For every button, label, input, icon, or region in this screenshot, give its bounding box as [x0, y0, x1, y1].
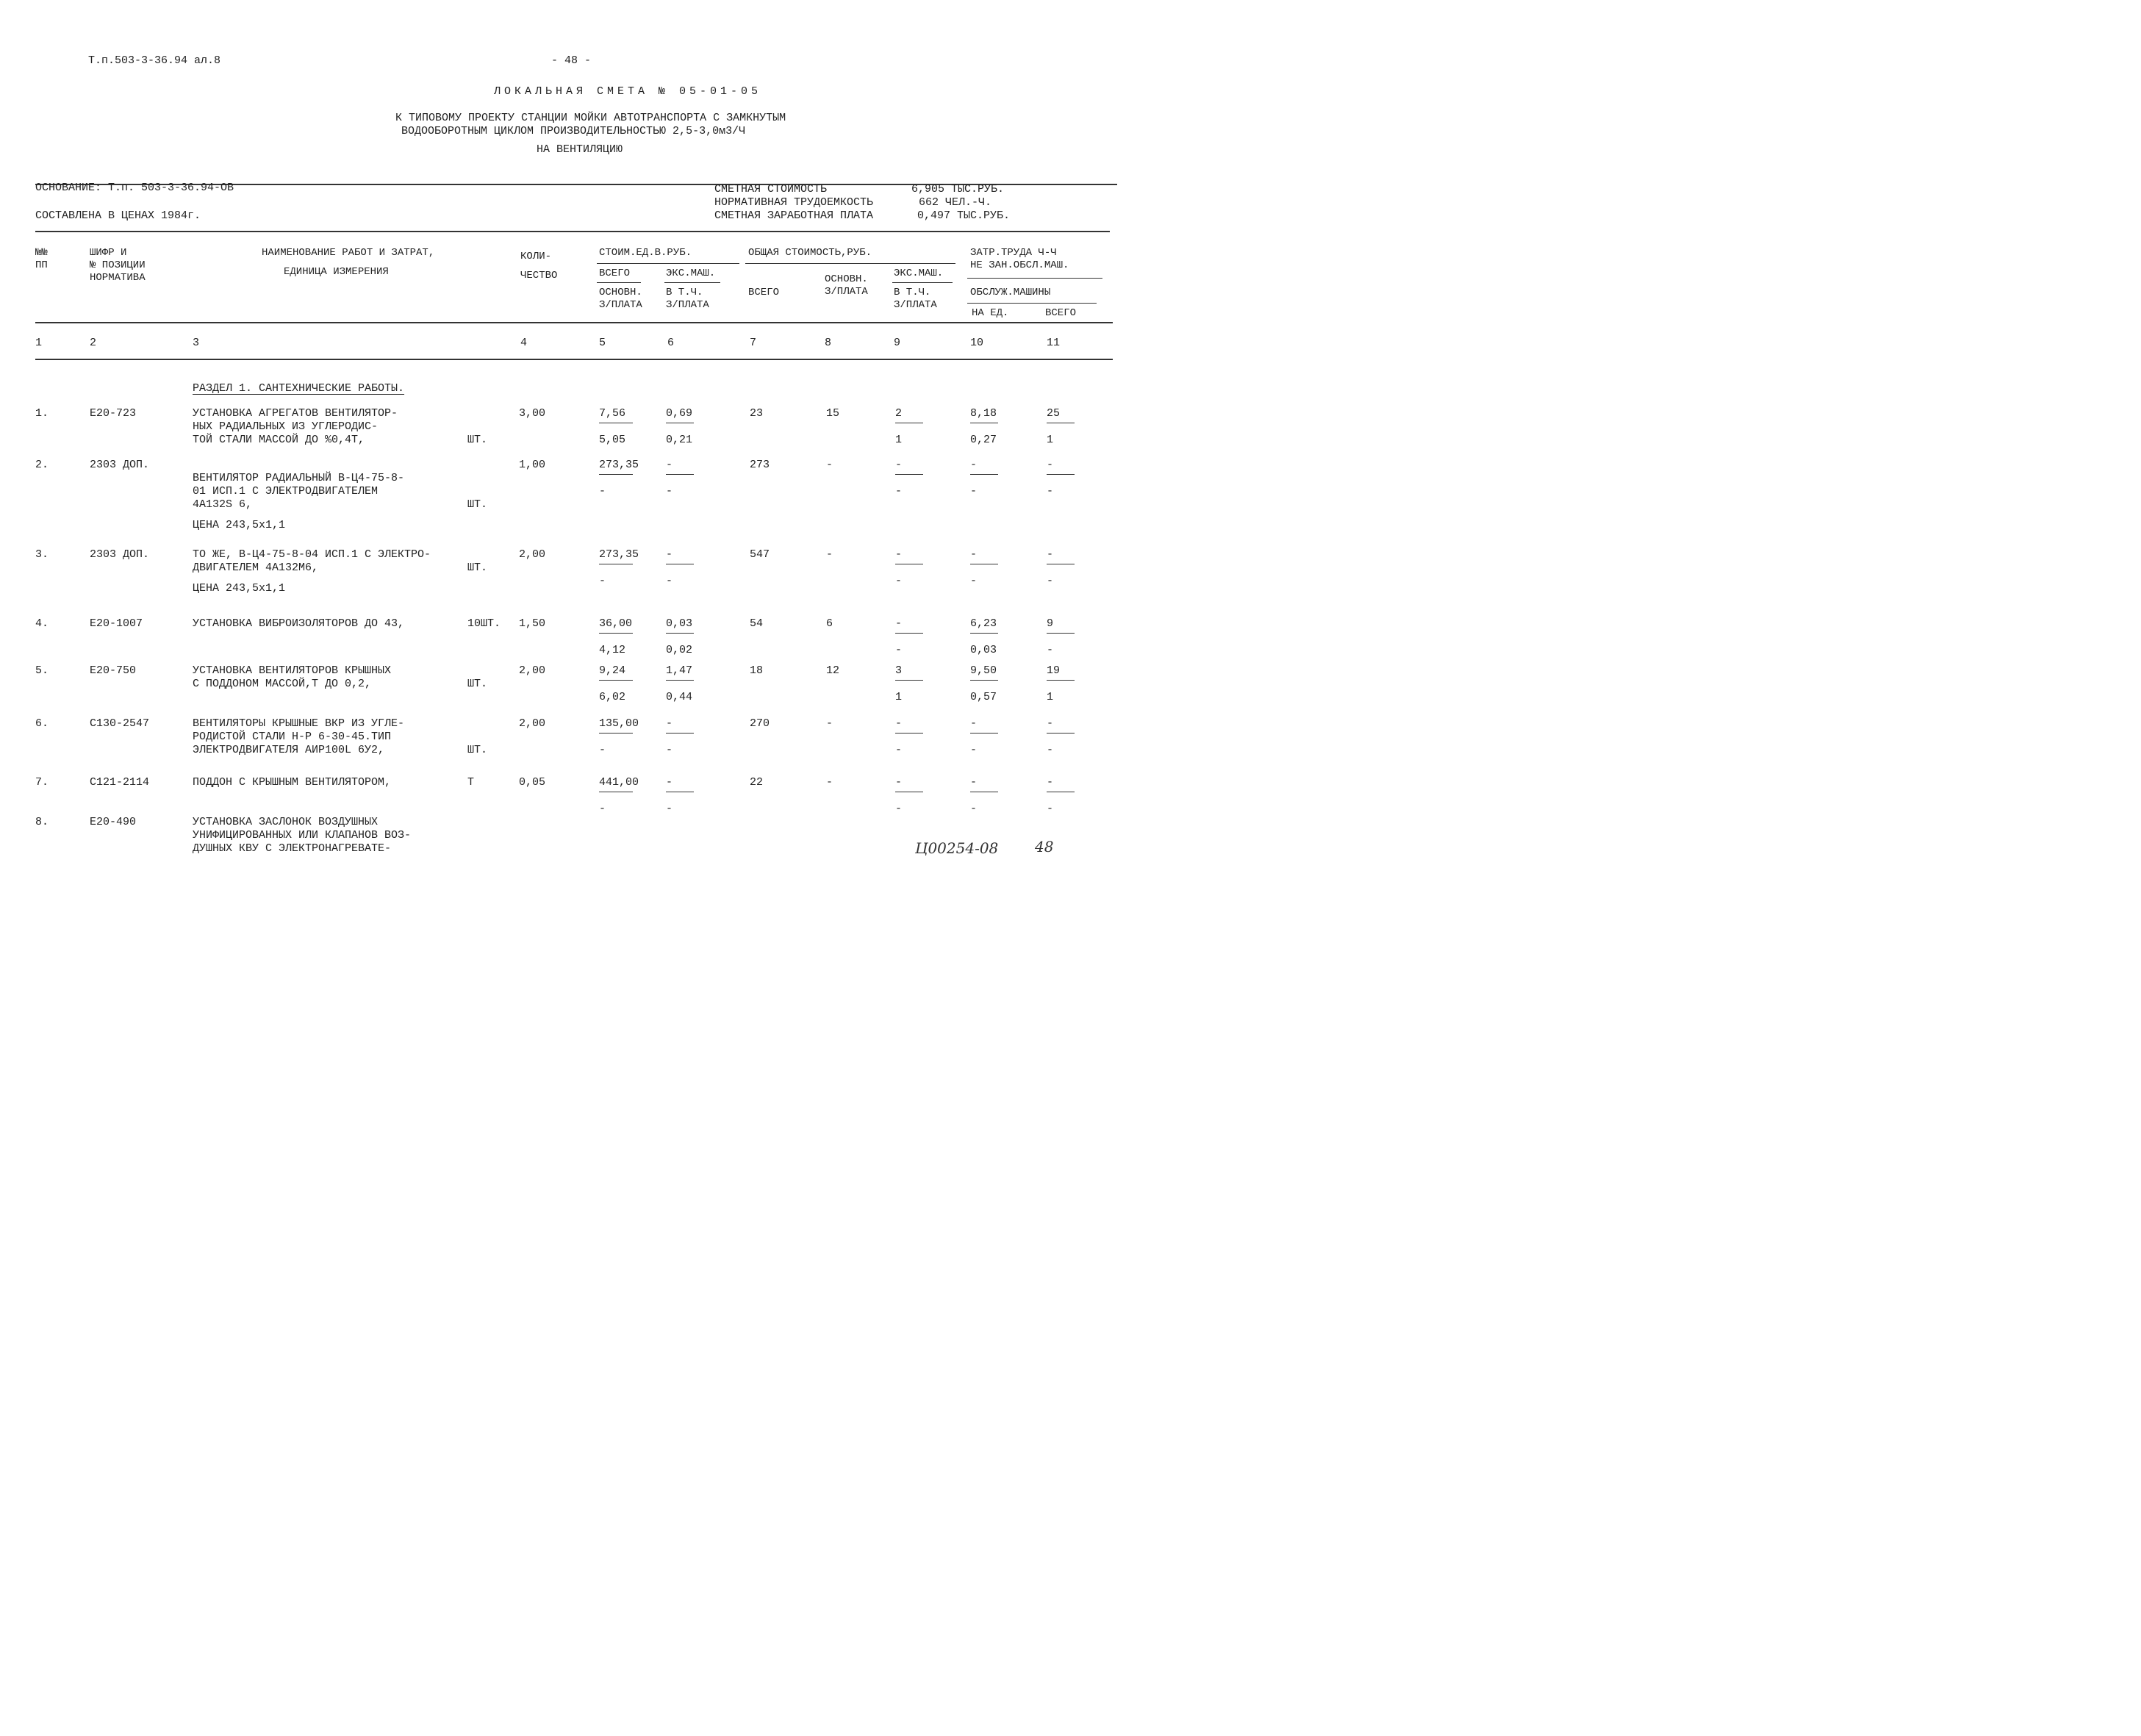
summary-labor-value: 662 ЧЕЛ.-Ч. [919, 196, 992, 209]
row-c5-bottom: - [599, 575, 606, 587]
row-c10-fraction [970, 459, 998, 498]
subtitle-line-1: К ТИПОВОМУ ПРОЕКТУ СТАНЦИИ МОЙКИ АВТОТРАНСПОРТА С ЗАМКНУТЫМ [395, 112, 786, 124]
row-total-cost: 23 [750, 407, 764, 420]
header-total-mach-wage: В Т.Ч. З/ПЛАТА [894, 287, 937, 311]
row-c5-top: 273,35 [599, 459, 633, 475]
colnum-10: 10 [970, 337, 984, 349]
row-c9-top: - [895, 717, 923, 734]
row-unit: Т [467, 776, 475, 789]
row-c10-top: 8,18 [970, 407, 998, 423]
row-c11-top: - [1047, 717, 1075, 734]
row-name: УСТАНОВКА АГРЕГАТОВ ВЕНТИЛЯТОР- НЫХ РАДИАЛЬНЫХ ИЗ УГЛЕРОДИС- ТОЙ СТАЛИ МАССОЙ ДО %0,4Т, [193, 407, 398, 446]
row-total-wage: - [826, 548, 833, 561]
basis: ОСНОВАНИЕ: Т.п. 503-3-36.94-ОВ [35, 182, 234, 194]
row-number: 2. [35, 459, 49, 471]
row-c5-bottom: 4,12 [599, 644, 626, 656]
row-c9-fraction [895, 459, 923, 498]
row-c10-top: 9,50 [970, 664, 998, 681]
row-c10-fraction [970, 776, 998, 816]
row-c11-fraction [1047, 548, 1075, 588]
row-c9-top: 2 [895, 407, 923, 423]
colnum-4: 4 [520, 337, 528, 349]
subtitle-line-3: НА ВЕНТИЛЯЦИЮ [537, 143, 623, 156]
row-number: 1. [35, 407, 49, 420]
header-total-all: ВСЕГО [748, 287, 780, 298]
row-total-wage: 12 [826, 664, 840, 677]
row-c5-fraction [599, 407, 633, 447]
row-c6-fraction [666, 717, 694, 757]
rule-colnums [35, 359, 1113, 360]
header-code: ШИФР И № ПОЗИЦИИ НОРМАТИВА [90, 247, 146, 284]
row-code: Е20-750 [90, 664, 137, 677]
row-c11-fraction [1047, 664, 1075, 704]
row-c6-top: - [666, 548, 694, 564]
row-c5-top: 9,24 [599, 664, 633, 681]
row-c10-bottom: - [970, 803, 978, 815]
colnum-2: 2 [90, 337, 97, 349]
header-unit-total: ВСЕГО [599, 268, 631, 279]
row-c6-bottom: 0,21 [666, 434, 693, 446]
header-labor-total: ВСЕГО [1045, 307, 1077, 319]
row-c5-top: 135,00 [599, 717, 633, 734]
row-c5-top: 441,00 [599, 776, 633, 792]
row-c11-bottom: 1 [1047, 691, 1054, 703]
header-labor-service: ОБСЛУЖ.МАШИНЫ [970, 287, 1051, 298]
row-c5-bottom: - [599, 744, 606, 756]
row-code: Е20-1007 [90, 617, 143, 630]
row-c6-fraction [666, 459, 694, 498]
row-qty: 3,00 [519, 407, 546, 420]
header-unit-mach-wage: В Т.Ч. З/ПЛАТА [666, 287, 709, 311]
row-c10-top: - [970, 776, 998, 792]
row-c6-bottom: - [666, 485, 673, 498]
row-c9-fraction [895, 717, 923, 757]
row-c10-fraction [970, 548, 998, 588]
row-c5-fraction [599, 459, 639, 498]
row-c6-fraction [666, 548, 694, 588]
row-c10-fraction [970, 717, 998, 757]
summary-wage-label: СМЕТНАЯ ЗАРАБОТНАЯ ПЛАТА [714, 209, 874, 222]
row-name: ВЕНТИЛЯТОР РАДИАЛЬНЫЙ В-Ц4-75-8- 01 ИСП.1 С ЭЛЕКТРОДВИГАТЕЛЕМ 4А132S 6, [193, 472, 405, 511]
row-c9-top: 3 [895, 664, 923, 681]
summary-labor-label: НОРМАТИВНАЯ ТРУДОЕМКОСТЬ [714, 196, 874, 209]
row-c6-fraction [666, 776, 694, 816]
rule-header-top [35, 231, 1110, 232]
row-c6-bottom: - [666, 575, 673, 587]
section-title: РАЗДЕЛ 1. САНТЕХНИЧЕСКИЕ РАБОТЫ. [193, 382, 405, 395]
row-c11-fraction [1047, 617, 1075, 657]
row-c10-bottom: - [970, 575, 978, 587]
archive-stamp: Ц00254-08 [915, 839, 999, 857]
summary-cost-label: СМЕТНАЯ СТОИМОСТЬ [714, 183, 828, 196]
header-name-line1: НАИМЕНОВАНИЕ РАБОТ И ЗАТРАТ, [262, 247, 435, 259]
row-name: ПОДДОН С КРЫШНЫМ ВЕНТИЛЯТОРОМ, [193, 776, 392, 789]
row-c6-fraction [666, 407, 694, 447]
row-c5-top: 36,00 [599, 617, 633, 634]
row-c11-bottom: 1 [1047, 434, 1054, 446]
row-name: ТО ЖЕ, В-Ц4-75-8-04 ИСП.1 С ЭЛЕКТРО- ДВИГАТЕЛЕМ 4А132М6, [193, 548, 431, 574]
row-code: 2303 ДОП. [90, 459, 150, 471]
row-c11-top: 25 [1047, 407, 1075, 423]
row-c11-fraction [1047, 776, 1075, 816]
header-total-cost: ОБЩАЯ СТОИМОСТЬ,РУБ. [748, 247, 872, 259]
subtitle-line-2: ВОДООБОРОТНЫМ ЦИКЛОМ ПРОИЗВОДИТЕЛЬНОСТЬЮ 2,5-3,0м3/Ч [401, 125, 746, 137]
row-c11-bottom: - [1047, 644, 1054, 656]
row-number: 5. [35, 664, 49, 677]
row-c10-bottom: - [970, 485, 978, 498]
row-c6-fraction [666, 664, 694, 704]
row-c6-top: - [666, 459, 694, 475]
header-unit-wage: ОСНОВН. З/ПЛАТА [599, 287, 642, 311]
row-total-wage: 6 [826, 617, 833, 630]
row-c6-bottom: 0,44 [666, 691, 693, 703]
row-c10-bottom: - [970, 744, 978, 756]
header-qty: КОЛИ- ЧЕСТВО [520, 251, 558, 281]
row-c6-bottom: 0,02 [666, 644, 693, 656]
row-c9-bottom: - [895, 485, 903, 498]
row-c6-bottom: - [666, 803, 673, 815]
row-c10-fraction [970, 407, 998, 447]
row-total-cost: 273 [750, 459, 770, 471]
row-c6-top: 1,47 [666, 664, 694, 681]
row-total-wage: - [826, 459, 833, 471]
row-number: 4. [35, 617, 49, 630]
row-c10-bottom: 0,27 [970, 434, 997, 446]
archive-stamp-page: 48 [1035, 838, 1054, 856]
row-c6-top: - [666, 717, 694, 734]
row-c5-fraction [599, 548, 639, 588]
row-c5-fraction [599, 776, 639, 816]
row-c5-top: 273,35 [599, 548, 633, 564]
row-c6-top: - [666, 776, 694, 792]
row-c11-top: - [1047, 459, 1075, 475]
row-c9-bottom: - [895, 575, 903, 587]
row-c9-top: - [895, 776, 923, 792]
row-c9-bottom: 1 [895, 434, 903, 446]
row-c11-bottom: - [1047, 744, 1054, 756]
row-c6-fraction [666, 617, 694, 657]
row-c10-bottom: 0,57 [970, 691, 997, 703]
row-code: С130-2547 [90, 717, 150, 730]
row-total-cost: 18 [750, 664, 764, 677]
header-num: №№ ПП [35, 247, 48, 271]
document-code: Т.п.503-3-36.94 ал.8 [88, 54, 221, 67]
colnum-7: 7 [750, 337, 757, 349]
row-unit: ШТ. [467, 434, 488, 446]
row-c9-bottom: - [895, 744, 903, 756]
row-c9-fraction [895, 407, 923, 447]
row-c5-bottom: 5,05 [599, 434, 626, 446]
row-unit: 10ШТ. [467, 617, 501, 630]
row-c6-top: 0,03 [666, 617, 694, 634]
row-c11-bottom: - [1047, 575, 1054, 587]
row-unit: ШТ. [467, 498, 488, 511]
row-total-cost: 22 [750, 776, 764, 789]
row-c5-fraction [599, 664, 633, 704]
document-title: ЛОКАЛЬНАЯ СМЕТА № 05-01-05 [494, 85, 762, 98]
row-c5-top: 7,56 [599, 407, 633, 423]
row-c6-bottom: - [666, 744, 673, 756]
row-c10-top: - [970, 459, 998, 475]
row-total-cost: 547 [750, 548, 770, 561]
row-c10-top: - [970, 717, 998, 734]
row-number: 3. [35, 548, 49, 561]
row-c5-fraction [599, 617, 633, 657]
page-number: - 48 - [551, 54, 592, 67]
row-c5-bottom: - [599, 803, 606, 815]
row-c10-top: 6,23 [970, 617, 998, 634]
row-c9-fraction [895, 548, 923, 588]
row-c9-fraction [895, 776, 923, 816]
colnum-6: 6 [667, 337, 675, 349]
row-unit: ШТ. [467, 744, 488, 756]
row-c5-bottom: 6,02 [599, 691, 626, 703]
header-name-line2: ЕДИНИЦА ИЗМЕРЕНИЯ [284, 266, 389, 278]
row-c10-fraction [970, 664, 998, 704]
colnum-9: 9 [894, 337, 901, 349]
header-labor-per-unit: НА ЕД. [972, 307, 1009, 319]
row-c5-fraction [599, 717, 639, 757]
row-price-note: ЦЕНА 243,5х1,1 [193, 582, 286, 595]
row-qty: 1,50 [519, 617, 546, 630]
rule-header-bottom [35, 322, 1113, 323]
header-total-wage: ОСНОВН. З/ПЛАТА [825, 273, 868, 298]
row-c11-fraction [1047, 717, 1075, 757]
row-qty: 2,00 [519, 717, 546, 730]
row-c10-top: - [970, 548, 998, 564]
row-total-wage: - [826, 717, 833, 730]
colnum-1: 1 [35, 337, 43, 349]
row-total-wage: 15 [826, 407, 840, 420]
row-c10-bottom: 0,03 [970, 644, 997, 656]
row-name: УСТАНОВКА ВИБРОИЗОЛЯТОРОВ ДО 43, [193, 617, 405, 630]
row-total-wage: - [826, 776, 833, 789]
row-name: УСТАНОВКА ВЕНТИЛЯТОРОВ КРЫШНЫХ С ПОДДОНОМ МАССОЙ,Т ДО 0,2, [193, 664, 392, 690]
row-qty: 2,00 [519, 664, 546, 677]
row-c9-fraction [895, 617, 923, 657]
row-c11-top: 9 [1047, 617, 1075, 634]
row-c9-top: - [895, 617, 923, 634]
row-name: ВЕНТИЛЯТОРЫ КРЫШНЫЕ ВКР ИЗ УГЛЕ- РОДИСТОЙ СТАЛИ Н-Р 6-30-45.ТИП ЭЛЕКТРОДВИГАТЕЛЯ АИР100L 6У2, [193, 717, 405, 756]
row-name: УСТАНОВКА ЗАСЛОНОК ВОЗДУШНЫХ УНИФИЦИРОВАННЫХ ИЛИ КЛАПАНОВ ВОЗ- ДУШНЫХ КВУ С ЭЛЕКТРОНАГРЕВАТЕ- [193, 816, 412, 855]
row-code: Е20-723 [90, 407, 137, 420]
row-c9-bottom: - [895, 803, 903, 815]
summary-wage-value: 0,497 ТЫС.РУБ. [917, 209, 1011, 222]
header-labor: ЗАТР.ТРУДА Ч-Ч НЕ ЗАН.ОБСЛ.МАШ. [970, 247, 1069, 271]
row-c5-bottom: - [599, 485, 606, 498]
row-c11-bottom: - [1047, 485, 1054, 498]
row-number: 8. [35, 816, 49, 828]
colnum-11: 11 [1047, 337, 1061, 349]
colnum-3: 3 [193, 337, 200, 349]
row-total-cost: 270 [750, 717, 770, 730]
row-c10-fraction [970, 617, 998, 657]
row-c9-bottom: 1 [895, 691, 903, 703]
row-price-note: ЦЕНА 243,5х1,1 [193, 519, 286, 531]
row-code: Е20-490 [90, 816, 137, 828]
row-c6-top: 0,69 [666, 407, 694, 423]
header-total-mach: ЭКС.МАШ. [894, 268, 944, 279]
row-c11-top: - [1047, 548, 1075, 564]
row-qty: 2,00 [519, 548, 546, 561]
header-unit-mach: ЭКС.МАШ. [666, 268, 716, 279]
row-c9-bottom: - [895, 644, 903, 656]
row-c11-top: 19 [1047, 664, 1075, 681]
row-code: С121-2114 [90, 776, 150, 789]
row-c11-bottom: - [1047, 803, 1054, 815]
row-total-cost: 54 [750, 617, 764, 630]
row-c9-top: - [895, 459, 923, 475]
row-qty: 0,05 [519, 776, 546, 789]
header-unit-cost: СТОИМ.ЕД.В.РУБ. [599, 247, 692, 259]
row-unit: ШТ. [467, 678, 488, 690]
row-code: 2303 ДОП. [90, 548, 150, 561]
colnum-5: 5 [599, 337, 606, 349]
row-c9-top: - [895, 548, 923, 564]
colnum-8: 8 [825, 337, 832, 349]
row-unit: ШТ. [467, 562, 488, 574]
row-number: 7. [35, 776, 49, 789]
row-c11-fraction [1047, 407, 1075, 447]
summary-cost-value: 6,905 ТЫС.РУБ. [911, 183, 1005, 196]
row-c9-fraction [895, 664, 923, 704]
row-qty: 1,00 [519, 459, 546, 471]
row-c11-top: - [1047, 776, 1075, 792]
prices-year: СОСТАВЛЕНА В ЦЕНАХ 1984г. [35, 209, 201, 222]
row-number: 6. [35, 717, 49, 730]
row-c11-fraction [1047, 459, 1075, 498]
